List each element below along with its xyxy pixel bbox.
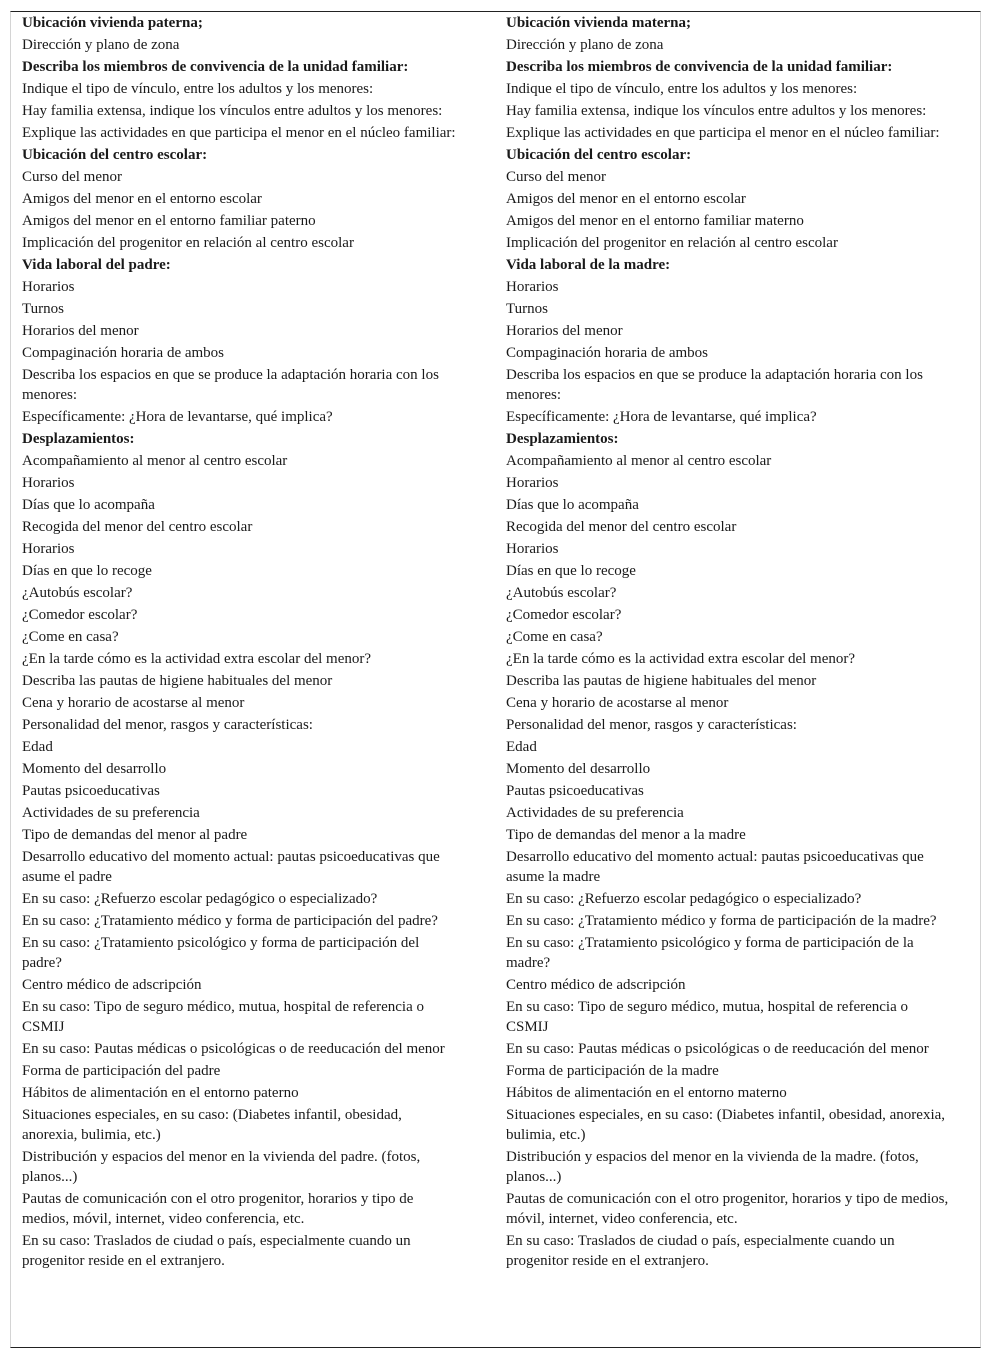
- question-madre: Distribución y espacios del menor en la vivienda de la madre. (fotos, planos...): [506, 1149, 919, 1185]
- question-madre: ¿Autobús escolar?: [506, 585, 617, 601]
- question-madre: Edad: [506, 739, 537, 755]
- section-heading-row: [11, 144, 980, 166]
- question-padre: ¿Comedor escolar?: [22, 607, 138, 623]
- question-padre: Amigos del menor en el entorno escolar: [22, 191, 262, 207]
- question-padre: ¿Come en casa?: [22, 629, 119, 645]
- table-row: [11, 1038, 980, 1060]
- question-madre: ¿Come en casa?: [506, 629, 603, 645]
- section-heading-madre: Ubicación del centro escolar:: [506, 147, 692, 163]
- question-padre: En su caso: Traslados de ciudad o país, especialmente cuando un progenitor reside en el extranjero.: [22, 1233, 411, 1269]
- section-heading-madre: Vida laboral de la madre:: [506, 257, 671, 273]
- question-madre: Amigos del menor en el entorno familiar materno: [506, 213, 804, 229]
- table-row: [11, 494, 980, 516]
- section-heading-madre: Desplazamientos:: [506, 431, 619, 447]
- table-row: [11, 1104, 980, 1146]
- question-padre: En su caso: Pautas médicas o psicológicas o de reeducación del menor: [22, 1041, 445, 1057]
- question-madre: Situaciones especiales, en su caso: (Diabetes infantil, obesidad, anorexia, bulimia, etc.): [506, 1107, 946, 1143]
- question-madre: Cena y horario de acostarse al menor: [506, 695, 729, 711]
- table-row: [11, 974, 980, 996]
- question-madre: Describa los espacios en que se produce la adaptación horaria con los menores:: [506, 367, 923, 403]
- table-row: [11, 210, 980, 232]
- question-madre: ¿Comedor escolar?: [506, 607, 622, 623]
- question-padre: En su caso: ¿Refuerzo escolar pedagógico o especializado?: [22, 891, 378, 907]
- section-heading-padre: Describa los miembros de convivencia de la unidad familiar:: [22, 59, 409, 75]
- table-row: [11, 1146, 980, 1188]
- question-padre: Compaginación horaria de ambos: [22, 345, 225, 361]
- question-madre: Turnos: [506, 301, 548, 317]
- question-padre: Horarios del menor: [22, 323, 139, 339]
- section-heading-row: [11, 12, 980, 34]
- question-madre: Hábitos de alimentación en el entorno materno: [506, 1085, 787, 1101]
- section-heading-padre: Ubicación vivienda paterna;: [22, 15, 203, 31]
- table-row: [11, 692, 980, 714]
- question-padre: Momento del desarrollo: [22, 761, 167, 777]
- questionnaire-table: [11, 12, 980, 1272]
- table-row: [11, 1230, 980, 1272]
- question-madre: Horarios: [506, 541, 559, 557]
- question-padre: Distribución y espacios del menor en la vivienda del padre. (fotos, planos...): [22, 1149, 421, 1185]
- question-padre: Específicamente: ¿Hora de levantarse, qué implica?: [22, 409, 333, 425]
- section-heading-row: [11, 428, 980, 450]
- question-madre: En su caso: Tipo de seguro médico, mutua, hospital de referencia o CSMIJ: [506, 999, 908, 1035]
- question-madre: Amigos del menor en el entorno escolar: [506, 191, 746, 207]
- table-row: [11, 888, 980, 910]
- question-padre: Horarios: [22, 475, 75, 491]
- table-row: [11, 188, 980, 210]
- question-madre: Compaginación horaria de ambos: [506, 345, 709, 361]
- question-madre: En su caso: ¿Refuerzo escolar pedagógico o especializado?: [506, 891, 862, 907]
- table-row: [11, 320, 980, 342]
- question-madre: Implicación del progenitor en relación al centro escolar: [506, 235, 838, 251]
- table-row: [11, 626, 980, 648]
- table-row: [11, 516, 980, 538]
- table-row: [11, 232, 980, 254]
- table-row: [11, 166, 980, 188]
- question-padre: Acompañamiento al menor al centro escolar: [22, 453, 288, 469]
- table-row: [11, 780, 980, 802]
- question-madre: En su caso: ¿Tratamiento psicológico y forma de participación de la madre?: [506, 935, 914, 971]
- table-row: [11, 1188, 980, 1230]
- question-madre: Hay familia extensa, indique los vínculos entre adultos y los menores:: [506, 103, 927, 119]
- question-padre: Personalidad del menor, rasgos y características:: [22, 717, 313, 733]
- question-padre: Describa los espacios en que se produce la adaptación horaria con los menores:: [22, 367, 439, 403]
- question-padre: Tipo de demandas del menor al padre: [22, 827, 248, 843]
- table-row: [11, 736, 980, 758]
- question-padre: Turnos: [22, 301, 64, 317]
- question-madre: Forma de participación de la madre: [506, 1063, 719, 1079]
- table-row: [11, 450, 980, 472]
- table-row: [11, 758, 980, 780]
- table-row: [11, 78, 980, 100]
- question-padre: Explique las actividades en que participa el menor en el núcleo familiar:: [22, 125, 456, 141]
- question-madre: Dirección y plano de zona: [506, 37, 664, 53]
- question-madre: Describa las pautas de higiene habituales del menor: [506, 673, 817, 689]
- questionnaire-document: [10, 11, 981, 1348]
- question-padre: En su caso: ¿Tratamiento psicológico y forma de participación del padre?: [22, 935, 420, 971]
- question-padre: Curso del menor: [22, 169, 122, 185]
- question-madre: Explique las actividades en que participa el menor en el núcleo familiar:: [506, 125, 940, 141]
- table-row: [11, 802, 980, 824]
- question-madre: Curso del menor: [506, 169, 606, 185]
- question-padre: Recogida del menor del centro escolar: [22, 519, 253, 535]
- question-padre: Amigos del menor en el entorno familiar paterno: [22, 213, 316, 229]
- table-row: [11, 604, 980, 626]
- question-madre: En su caso: Pautas médicas o psicológicas o de reeducación del menor: [506, 1041, 929, 1057]
- table-row: [11, 560, 980, 582]
- section-heading-row: [11, 254, 980, 276]
- table-row: [11, 1082, 980, 1104]
- table-row: [11, 1060, 980, 1082]
- section-heading-padre: Vida laboral del padre:: [22, 257, 171, 273]
- question-padre: Centro médico de adscripción: [22, 977, 202, 993]
- question-padre: Horarios: [22, 279, 75, 295]
- question-madre: Momento del desarrollo: [506, 761, 651, 777]
- section-heading-padre: Desplazamientos:: [22, 431, 135, 447]
- question-padre: ¿Autobús escolar?: [22, 585, 133, 601]
- table-row: [11, 846, 980, 888]
- question-madre: Desarrollo educativo del momento actual: pautas psicoeducativas que asume la madre: [506, 849, 924, 885]
- section-heading-padre: Ubicación del centro escolar:: [22, 147, 208, 163]
- question-padre: Hay familia extensa, indique los vínculos entre adultos y los menores:: [22, 103, 443, 119]
- question-madre: Específicamente: ¿Hora de levantarse, qué implica?: [506, 409, 817, 425]
- question-padre: Días en que lo recoge: [22, 563, 152, 579]
- question-padre: Horarios: [22, 541, 75, 557]
- table-row: [11, 364, 980, 406]
- section-heading-row: [11, 56, 980, 78]
- question-madre: Personalidad del menor, rasgos y características:: [506, 717, 797, 733]
- table-row: [11, 648, 980, 670]
- question-madre: En su caso: Traslados de ciudad o país, especialmente cuando un progenitor reside en el extranjero.: [506, 1233, 895, 1269]
- question-padre: En su caso: ¿Tratamiento médico y forma de participación del padre?: [22, 913, 438, 929]
- table-row: [11, 472, 980, 494]
- question-padre: ¿En la tarde cómo es la actividad extra escolar del menor?: [22, 651, 371, 667]
- table-row: [11, 406, 980, 428]
- question-padre: Actividades de su preferencia: [22, 805, 200, 821]
- question-padre: Situaciones especiales, en su caso: (Diabetes infantil, obesidad, anorexia, bulimia, etc.): [22, 1107, 402, 1143]
- table-row: [11, 298, 980, 320]
- question-madre: Acompañamiento al menor al centro escolar: [506, 453, 772, 469]
- question-padre: Edad: [22, 739, 53, 755]
- question-madre: Pautas psicoeducativas: [506, 783, 644, 799]
- question-madre: Actividades de su preferencia: [506, 805, 684, 821]
- table-row: [11, 582, 980, 604]
- questionnaire-rows: [11, 12, 980, 1272]
- question-padre: Describa las pautas de higiene habituales del menor: [22, 673, 333, 689]
- question-padre: Pautas de comunicación con el otro progenitor, horarios y tipo de medios, móvil, internet, video conferencia, etc.: [22, 1191, 414, 1227]
- table-row: [11, 910, 980, 932]
- question-madre: Pautas de comunicación con el otro progenitor, horarios y tipo de medios, móvil, internet, video conferencia, etc.: [506, 1191, 949, 1227]
- question-padre: Dirección y plano de zona: [22, 37, 180, 53]
- question-padre: Implicación del progenitor en relación al centro escolar: [22, 235, 354, 251]
- section-heading-madre: Ubicación vivienda materna;: [506, 15, 691, 31]
- question-madre: Horarios: [506, 279, 559, 295]
- question-madre: Recogida del menor del centro escolar: [506, 519, 737, 535]
- table-row: [11, 932, 980, 974]
- table-row: [11, 538, 980, 560]
- question-madre: Tipo de demandas del menor a la madre: [506, 827, 746, 843]
- question-madre: Días en que lo recoge: [506, 563, 636, 579]
- table-row: [11, 670, 980, 692]
- table-row: [11, 122, 980, 144]
- question-madre: Días que lo acompaña: [506, 497, 639, 513]
- question-madre: En su caso: ¿Tratamiento médico y forma de participación de la madre?: [506, 913, 937, 929]
- table-row: [11, 996, 980, 1038]
- question-padre: Forma de participación del padre: [22, 1063, 221, 1079]
- question-padre: En su caso: Tipo de seguro médico, mutua, hospital de referencia o CSMIJ: [22, 999, 424, 1035]
- question-madre: Centro médico de adscripción: [506, 977, 686, 993]
- question-padre: Días que lo acompaña: [22, 497, 155, 513]
- question-padre: Indique el tipo de vínculo, entre los adultos y los menores:: [22, 81, 374, 97]
- question-madre: ¿En la tarde cómo es la actividad extra escolar del menor?: [506, 651, 855, 667]
- question-madre: Horarios del menor: [506, 323, 623, 339]
- question-madre: Indique el tipo de vínculo, entre los adultos y los menores:: [506, 81, 858, 97]
- table-row: [11, 342, 980, 364]
- section-heading-madre: Describa los miembros de convivencia de la unidad familiar:: [506, 59, 893, 75]
- table-row: [11, 714, 980, 736]
- question-madre: Horarios: [506, 475, 559, 491]
- question-padre: Pautas psicoeducativas: [22, 783, 160, 799]
- table-row: [11, 100, 980, 122]
- table-row: [11, 276, 980, 298]
- table-row: [11, 824, 980, 846]
- question-padre: Cena y horario de acostarse al menor: [22, 695, 245, 711]
- question-padre: Hábitos de alimentación en el entorno paterno: [22, 1085, 299, 1101]
- question-padre: Desarrollo educativo del momento actual: pautas psicoeducativas que asume el padre: [22, 849, 440, 885]
- table-row: [11, 34, 980, 56]
